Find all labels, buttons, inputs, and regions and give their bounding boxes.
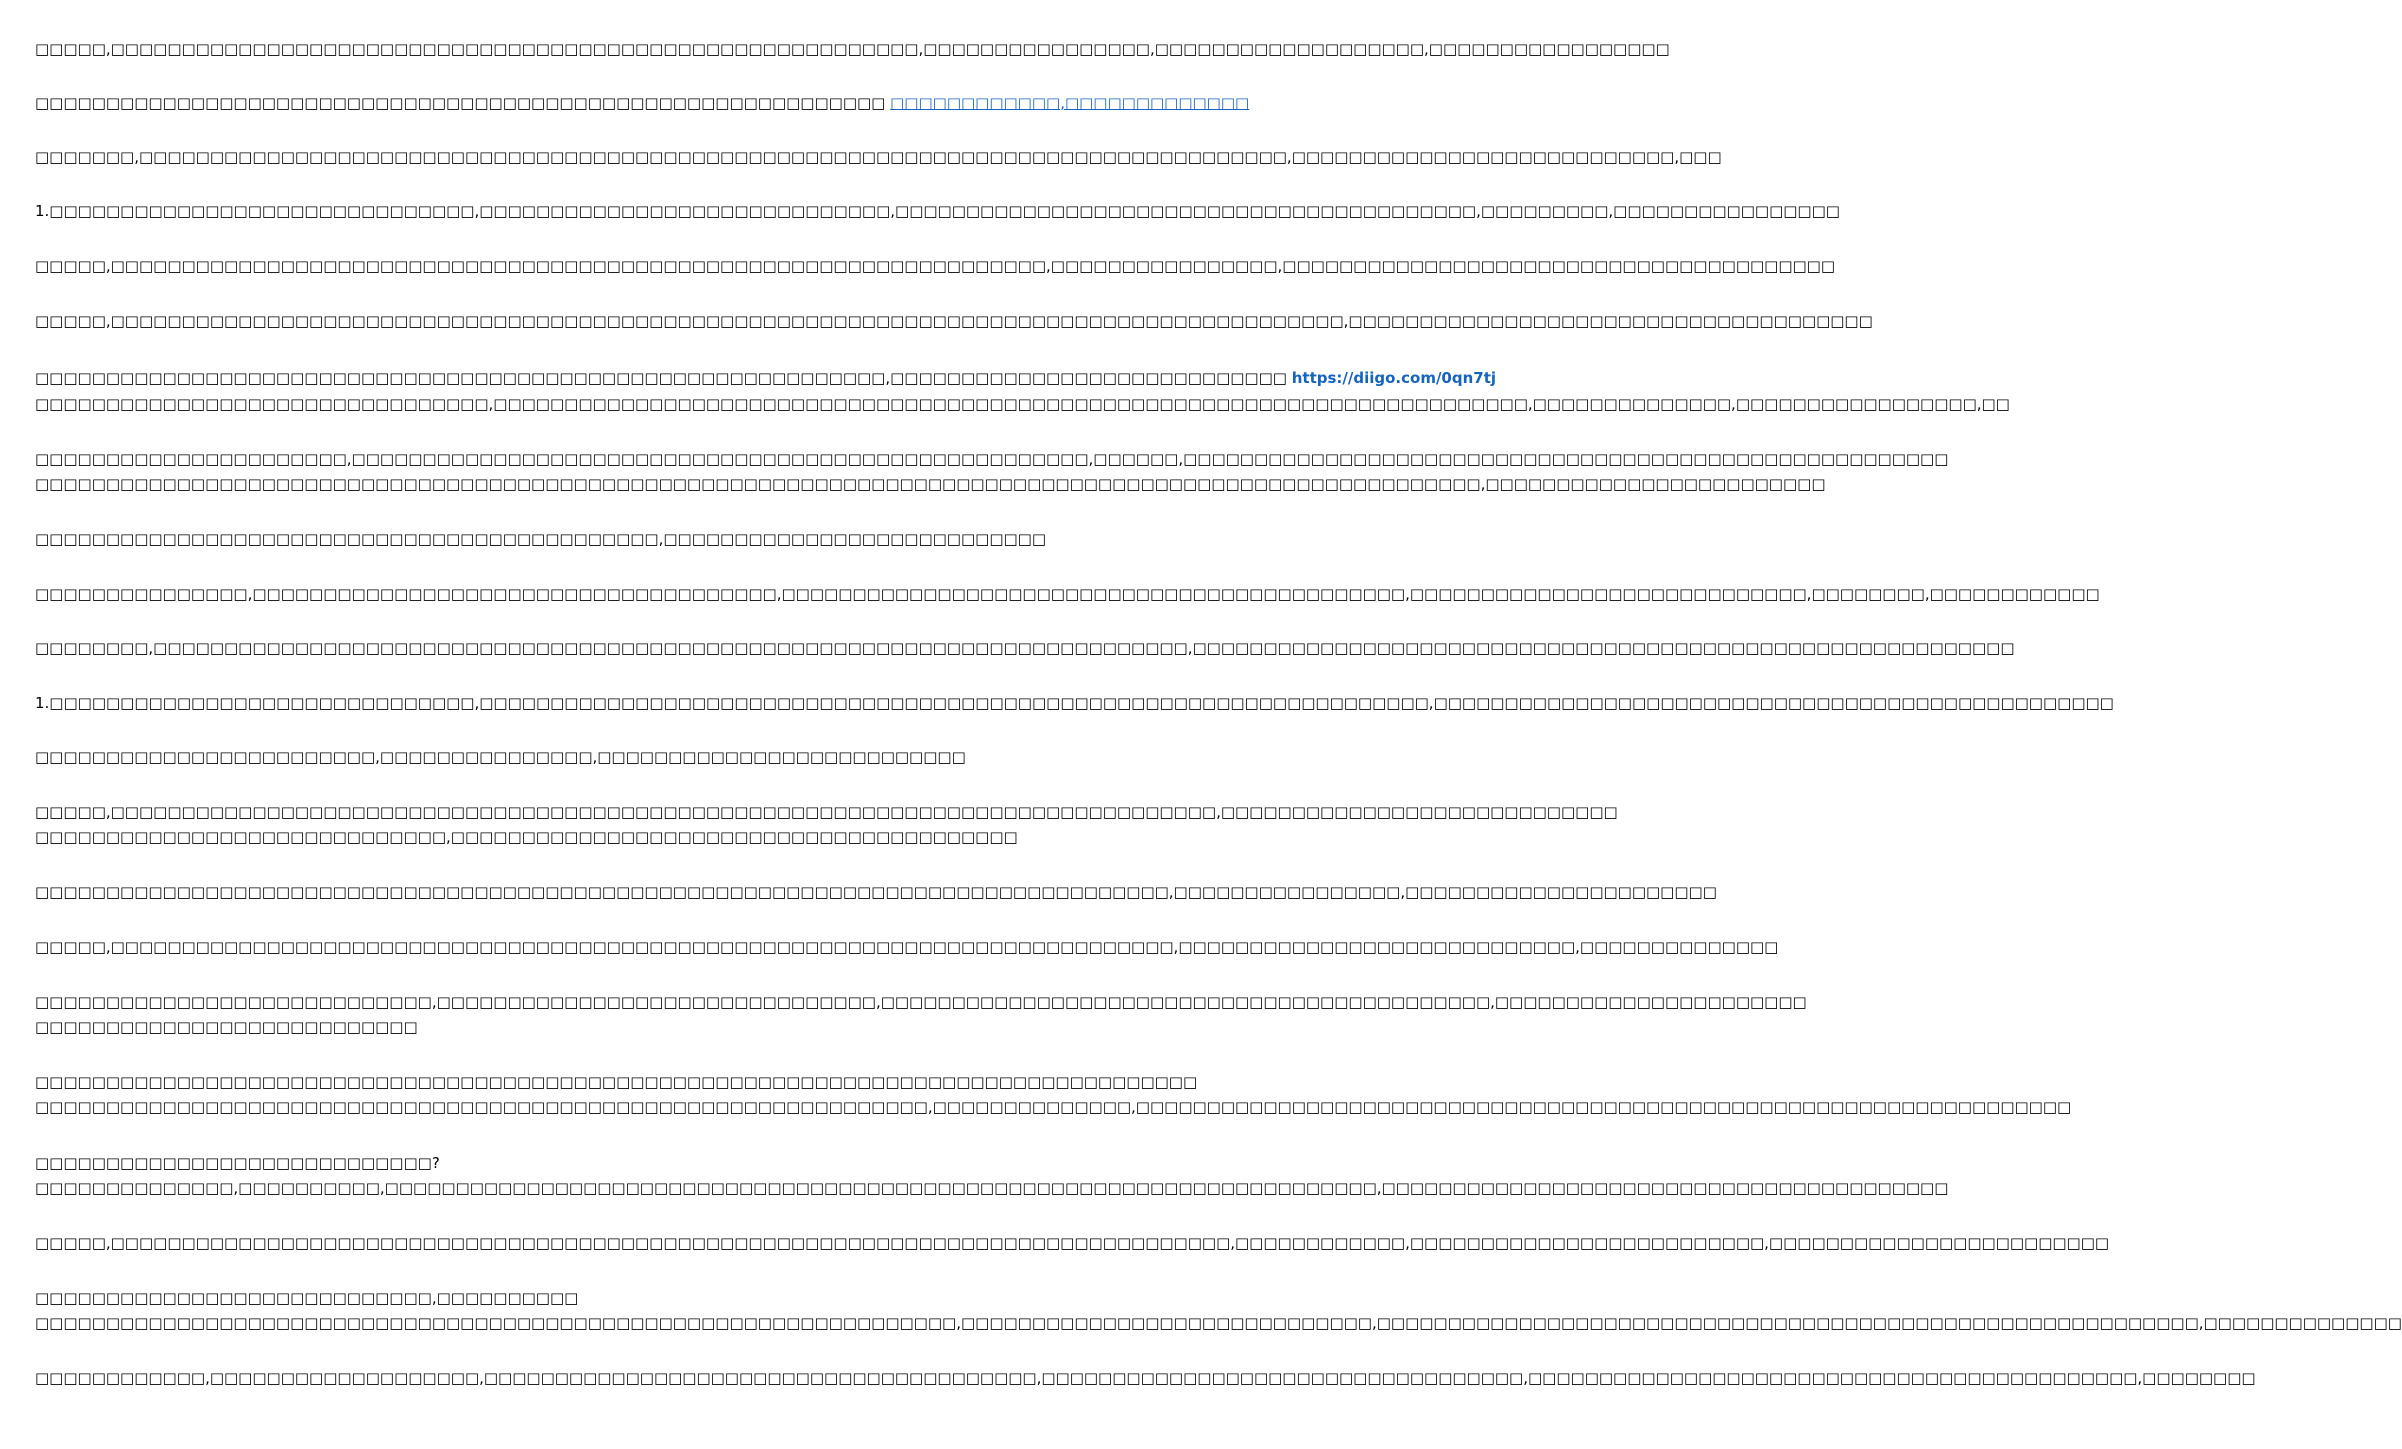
text-line: □□□□□,□□□□□□□□□□□□□□□□□□□□□□□□□□□□□□□□□□□□□□□□□□□□□□□□□□□□□□□□□□□□□□□□□□□□□□□□□□□□□□□□□□□□□□□,□□□□□□□□□□□□□□□□□□□□□□□□□□□□□□□□□□□□□ — [35, 312, 1873, 330]
text-line: □□□□□□□□□□□□□□□□□□□□□□□□□□□□□□□□□□□□□□□□□□□□□□□□□□□□□□□□□□□□□□□□□□□□□□□□□□□□□□□□□□ — [35, 1073, 1198, 1091]
text-line: □□□□□□□□□□□□□□□□□□□□□□□□,□□□□□□□□□□□□□□□,□□□□□□□□□□□□□□□□□□□□□□□□□□ — [35, 748, 966, 766]
text-line: □□□□□□□□□□□□□□,□□□□□□□□□□,□□□□□□□□□□□□□□□□□□□□□□□□□□□□□□□□□□□□□□□□□□□□□□□□□□□□□□□□□□□□□□□□□□□□□□,□□□□□□□□□□□□□□□□□□□□□□□□□□□□□□□□□□□□□□□□ — [35, 1179, 1949, 1197]
text-line: 1.□□□□□□□□□□□□□□□□□□□□□□□□□□□□□□,□□□□□□□□□□□□□□□□□□□□□□□□□□□□□□□□□□□□□□□□□□□□□□□□□□□□□□□□□□□□□□□□□□□,□□□□□□□□□□□□□□□□□□□□□□□□□□□□□□□□□□□□□□□□□□□□□□□□ — [35, 694, 2114, 712]
text-line: □□□□□□□□□□□□□□□,□□□□□□□□□□□□□□□□□□□□□□□□□□□□□□□□□□□□□,□□□□□□□□□□□□□□□□□□□□□□□□□□□□□□□□□□□□□□□□□□□□,□□□□□□□□□□□□□□□□□□□□□□□□□□□□,□□□□□□□□,□□□□□□□□□□□□ — [35, 585, 2100, 603]
inline-link[interactable]: □□□□□□□□□□□□,□□□□□□□□□□□□□ — [890, 94, 1250, 112]
text-line: □□□□□□□□□□□□□□□□□□□□□□□□□□□□□□□□□□□□□□□□□□□□□□□□□□□□□□□□□□□□□□□,□□□□□□□□□□□□□□,□□□□□□□□□□□□□□□□□□□□□□□□□□□□□□□□□□□□□□□□□□□□□□□□□□□□□□□□□□□□□□□□□□ — [35, 1098, 2072, 1116]
text-line: □□□□□,□□□□□□□□□□□□□□□□□□□□□□□□□□□□□□□□□□□□□□□□□□□□□□□□□□□□□□□□□□□□□□□□□□□□□□□□□□□,□□□□□□□□□□□□□□□□□□□□□□□□□□□□,□□□□□□□□□□□□□□ — [35, 938, 1779, 956]
text-segment: □□□□□□□□□□□□□□□□□□□□□□□□□□□□□□□□□□□□□□□□□□□□□□□□□□□□□□□□□□□□,□□□□□□□□□□□□□□□□□□□□□□□□□□□□ — [35, 369, 1287, 387]
text-line: □□□□□□□□□□□□□□□□□□□□□□□□□□□□,□□□□□□□□□□□□□□□□□□□□□□□□□□□□□□□,□□□□□□□□□□□□□□□□□□□□□□□□□□□□□□□□□□□□□□□□□□□,□□□□□□□□□□□□□□□□□□□□□□ — [35, 993, 1807, 1011]
text-line: □□□□□□□□□□□□□□□□□□□□□□□□□□□□□□□□□□□□□□□□□□□□□□□□□□□□□□□□□□□□□□□□□□□□□□□□□□□□□□□□,□□□□□□□□□□□□□□□□,□□□□□□□□□□□□□□□□□□□□□□ — [35, 883, 1717, 901]
text-line: 1.□□□□□□□□□□□□□□□□□□□□□□□□□□□□□□,□□□□□□□□□□□□□□□□□□□□□□□□□□□□□,□□□□□□□□□□□□□□□□□□□□□□□□□□□□□□□□□□□□□□□□□,□□□□□□□□□,□□□□□□□□□□□□□□□□ — [35, 202, 1840, 220]
text-line: □□□□□□□□□□□□□□□□□□□□□□□□□□□□? — [35, 1154, 440, 1172]
text-line: □□□□□□□□□□□□□□□□□□□□□□□□□□□□□□□□□□□□□□□□□□□□□□□□□□□□□□□□□□□□□□□□□,□□□□□□□□□□□□□□□□□□□□□□□□□□□□□,□□□□□□□□□□□□□□□□□□□□□□□□□□□□□□□□□□□□□□□□□□□□□□□□□□□□□□□□□□,□□□□□□□□□□□□□□ — [35, 1314, 2402, 1332]
text-line: □□□□□□□□□□□□□□□□□□□□□□□□□□□□□□□□□□□□□□□□□□□□,□□□□□□□□□□□□□□□□□□□□□□□□□□□ — [35, 530, 1047, 548]
text-line: □□□□□□□□□□□□□□□□□□□□□□□□□□□□,□□□□□□□□□□ — [35, 1289, 579, 1307]
text-line-with-link — [35, 366, 1497, 390]
diigo-link[interactable]: https://diigo.com/0qn7tj — [1291, 369, 1497, 387]
text-line: □□□□□□□□□□□□□□□□□□□□□□□□□□□ — [35, 1018, 418, 1036]
text-line-with-link — [35, 91, 1250, 115]
text-line: □□□□□□□□□□□□□□□□□□□□□□,□□□□□□□□□□□□□□□□□□□□□□□□□□□□□□□□□□□□□□□□□□□□□□□□□□□□,□□□□□□,□□□□□□□□□□□□□□□□□□□□□□□□□□□□□□□□□□□□□□□□□□□□□□□□□□□□□□ — [35, 450, 1949, 468]
text-line: □□□□□,□□□□□□□□□□□□□□□□□□□□□□□□□□□□□□□□□□□□□□□□□□□□□□□□□□□□□□□□□,□□□□□□□□□□□□□□□□,□□□□□□□□□□□□□□□□□□□,□□□□□□□□□□□□□□□□□ — [35, 40, 1670, 58]
text-line: □□□□□□□□,□□□□□□□□□□□□□□□□□□□□□□□□□□□□□□□□□□□□□□□□□□□□□□□□□□□□□□□□□□□□□□□□□□□□□□□□□,□□□□□□□□□□□□□□□□□□□□□□□□□□□□□□□□□□□□□□□□□□□□□□□□□□□□□□□□□□ — [35, 639, 2015, 657]
text-line: □□□□□□□□□□□□□□□□□□□□□□□□□□□□□□□□,□□□□□□□□□□□□□□□□□□□□□□□□□□□□□□□□□□□□□□□□□□□□□□□□□□□□□□□□□□□□□□□□□□□□□□□□□,□□□□□□□□□□□□□□,□□□□□□□□□□□□□□□□□,□□ — [35, 395, 2010, 413]
text-line: □□□□□□□□□□□□□□□□□□□□□□□□□□□□□,□□□□□□□□□□□□□□□□□□□□□□□□□□□□□□□□□□□□□□□□ — [35, 828, 1018, 846]
text-line: □□□□□,□□□□□□□□□□□□□□□□□□□□□□□□□□□□□□□□□□□□□□□□□□□□□□□□□□□□□□□□□□□□□□□□□□□□□□□□□□□□□□□,□□□□□□□□□□□□,□□□□□□□□□□□□□□□□□□□□□□□□□,□□□□□□□□□□□□□□□□□□□□□□□□ — [35, 1234, 2110, 1252]
text-line: □□□□□□□□□□□□□□□□□□□□□□□□□□□□□□□□□□□□□□□□□□□□□□□□□□□□□□□□□□□□□□□□□□□□□□□□□□□□□□□□□□□□□□□□□□□□□□□□□□□□□□,□□□□□□□□□□□□□□□□□□□□□□□□ — [35, 475, 1826, 493]
text-line: □□□□□□□□□□□□,□□□□□□□□□□□□□□□□□□□,□□□□□□□□□□□□□□□□□□□□□□□□□□□□□□□□□□□□□□□,□□□□□□□□□□□□□□□□□□□□□□□□□□□□□□□□□□,□□□□□□□□□□□□□□□□□□□□□□□□□□□□□□□□□□□□□□□□□□□,□□□□□□□□ — [35, 1369, 2256, 1387]
text-line: □□□□□,□□□□□□□□□□□□□□□□□□□□□□□□□□□□□□□□□□□□□□□□□□□□□□□□□□□□□□□□□□□□□□□□□□□□□□□□□□□□□□,□□□□□□□□□□□□□□□□□□□□□□□□□□□□ — [35, 803, 1618, 821]
text-line: □□□□□□□,□□□□□□□□□□□□□□□□□□□□□□□□□□□□□□□□□□□□□□□□□□□□□□□□□□□□□□□□□□□□□□□□□□□□□□□□□□□□□□□□□,□□□□□□□□□□□□□□□□□□□□□□□□□□□,□□□ — [35, 148, 1722, 166]
text-line: □□□□□,□□□□□□□□□□□□□□□□□□□□□□□□□□□□□□□□□□□□□□□□□□□□□□□□□□□□□□□□□□□□□□□□□□,□□□□□□□□□□□□□□□□,□□□□□□□□□□□□□□□□□□□□□□□□□□□□□□□□□□□□□□□ — [35, 257, 1836, 275]
text-segment: □□□□□□□□□□□□□□□□□□□□□□□□□□□□□□□□□□□□□□□□□□□□□□□□□□□□□□□□□□□□ — [35, 94, 886, 112]
